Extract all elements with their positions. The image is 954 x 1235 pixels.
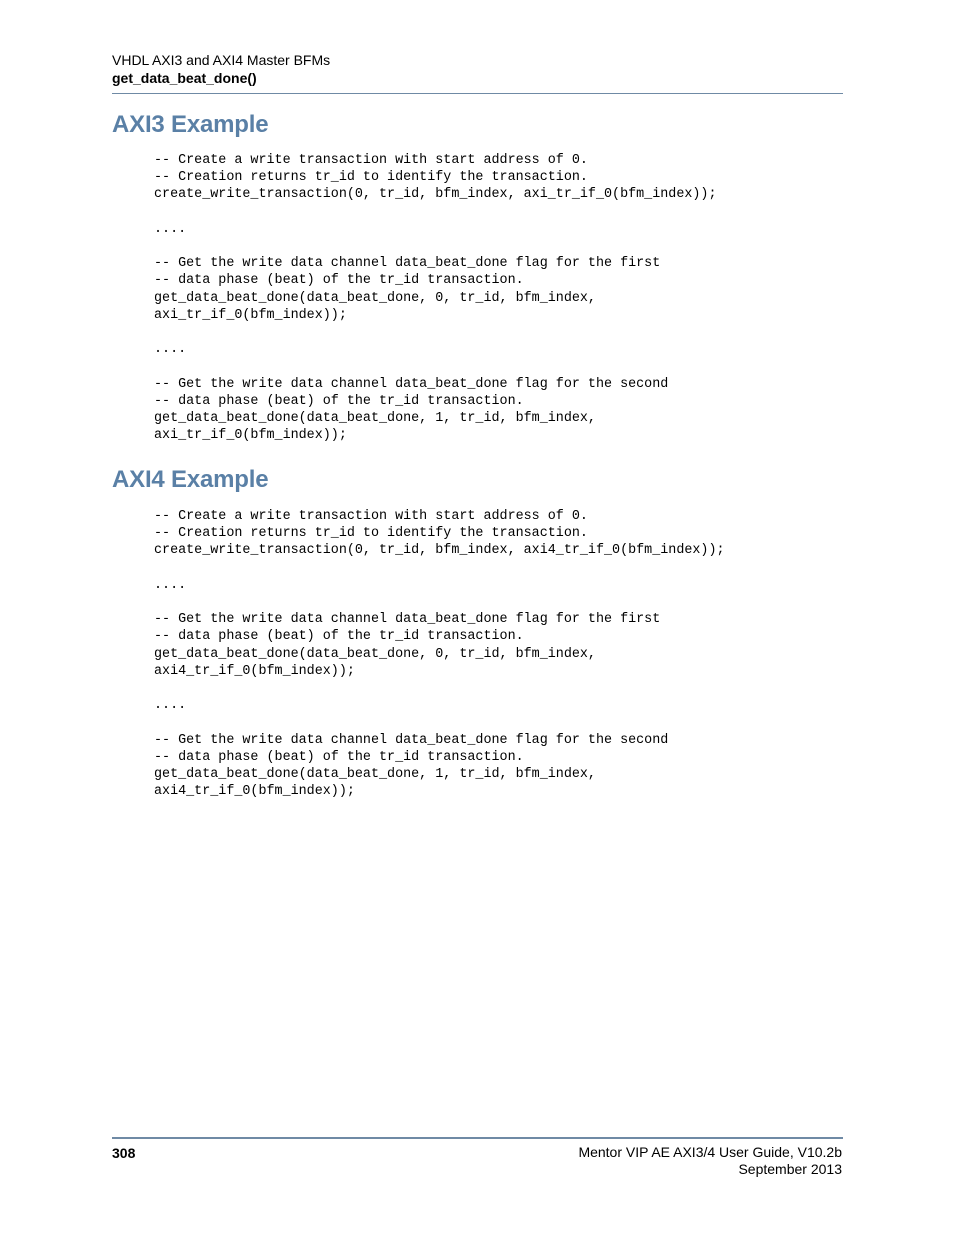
footer-divider: [112, 1137, 843, 1139]
axi3-example-heading: AXI3 Example: [112, 111, 269, 138]
axi4-example-heading: AXI4 Example: [112, 466, 269, 493]
axi3-example-code: -- Create a write transaction with start address of 0. -- Creation returns tr_id to identify the transaction. create_write_transaction(0, tr_id, bfm_index, axi_tr_if_0(bfm_index)); .... -- Get the write data channel data_beat_done flag for the first -- data phase (beat) of the tr_id transaction. get_data_beat_done(data_beat_done, 0, tr_id, bfm_index, axi_tr_if_0(bfm_index)); .... -- Get the write data channel data_beat_done flag for the second -- data phase (beat) of the tr_id transaction. get_data_beat_done(data_beat_done, 1, tr_id, bfm_index, axi_tr_if_0(bfm_index));: [154, 153, 717, 444]
header-divider: [112, 93, 843, 94]
header-function-name: get_data_beat_done(): [112, 70, 257, 86]
footer-info: [578, 1144, 842, 1178]
axi4-example-code: -- Create a write transaction with start address of 0. -- Creation returns tr_id to identify the transaction. create_write_transaction(0, tr_id, bfm_index, axi4_tr_if_0(bfm_index)); .... -- Get the write data channel data_beat_done flag for the first -- data phase (beat) of the tr_id transaction. get_data_beat_done(data_beat_done, 0, tr_id, bfm_index, axi4_tr_if_0(bfm_index)); .... -- Get the write data channel data_beat_done flag for the second -- data phase (beat) of the tr_id transaction. get_data_beat_done(data_beat_done, 1, tr_id, bfm_index, axi4_tr_if_0(bfm_index));: [154, 509, 725, 800]
header-doc-section: VHDL AXI3 and AXI4 Master BFMs: [112, 52, 331, 68]
footer-guide-title: Mentor VIP AE AXI3/4 User Guide, V10.2b: [578, 1144, 842, 1160]
page-number: 308: [112, 1145, 136, 1161]
page-header: [112, 51, 843, 87]
footer-date: September 2013: [738, 1161, 842, 1177]
